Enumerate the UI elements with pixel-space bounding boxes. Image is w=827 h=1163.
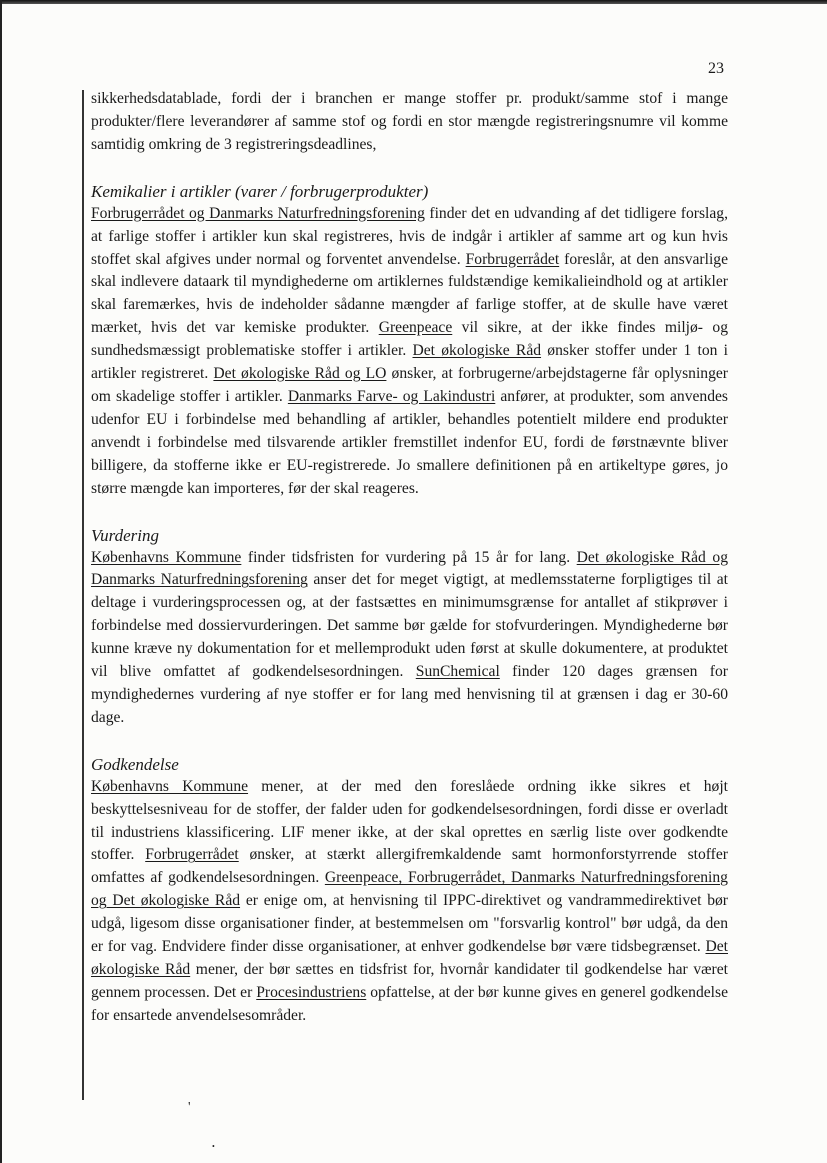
- text-run: finder det en udvanding af det tidligere forslag, at farlige stoffer i artikler kun skal registreres, hvis de indgår i artikler af samme art og kun hvis stoffet skal afgives under normal og forventet anvendelse.: [91, 204, 728, 268]
- organisation-name: Forbrugerrådet: [145, 846, 239, 864]
- organisation-name: Danmarks Farve- og Lakindustri: [287, 387, 496, 405]
- organisation-name: Det økologiske Råd og LO: [213, 365, 387, 383]
- organisation-name: Det økologiske Råd: [91, 938, 728, 978]
- text-run: foreslår, at den ansvarlige skal indlevere dataark til myndighederne om artiklernes fuldstændige kemikalieindhold og at artikler skal faremærkes, hvis de indeholder sådanne mængder af farlige stoffer, at de skulle have været mærket, hvis det var kemiske produkter.: [91, 250, 728, 337]
- organisation-name: Det økologiske Råd og Danmarks Naturfredningsforening: [91, 548, 729, 589]
- text-run: mener, der bør sættes en tidsfrist for, hvornår kandidater til godkendelse har været gennem processen. Det er: [91, 961, 728, 1001]
- text-run: ønsker, at stærkt allergifremkaldende samt hormonforstyrrende stoffer omfattes af godkendelsesordningen.: [91, 846, 728, 887]
- margin-line: [82, 90, 84, 1100]
- organisation-name: Forbrugerrådet og Danmarks Naturfredningsforening: [91, 204, 425, 222]
- text-run: finder tidsfristen for vurdering på 15 år for lang.: [241, 548, 577, 566]
- organisation-name: Det økologiske Råd: [412, 342, 542, 360]
- paragraph-intro: [91, 88, 728, 157]
- paragraph-kemikalier: [91, 203, 728, 501]
- text-run: anfører, at produkter, som anvendes udenfor EU i forbindelse med behandling af artikler, behandles potentielt mildere end produkter anvendt i forbindelse med tilsvarende artikler fremstillet indenfor EU, fordi de førstnævnte bliver billigere, da stofferne ikke er EU-registrerede. Jo smallere definitionen på en artikeltype gøres, jo større mængde kan importeres, før der skal reageres.: [91, 387, 728, 497]
- text-run: er enige om, at henvisning til IPPC-direktivet og vandrammedirektivet bør udgå, ligesom disse organisationer finder, at bestemmelsen om "forsvarlig kontrol" bør udgå, da den er for vag. Endvidere finder disse organisationer, at enhver godkendelse bør være tidsbegrænset.: [91, 892, 728, 956]
- text-run: opfattelse, at der bør kunne gives en generel godkendelse for ensartede anvendelsesområder.: [91, 983, 729, 1024]
- organisation-name: Københavns Kommune: [91, 548, 242, 566]
- heading-kemikalier: Kemikalier i artikler (varer / forbrugerprodukter): [91, 181, 429, 201]
- organisation-name: SunChemical: [415, 663, 500, 681]
- heading-godkendelse: Godkendelse: [91, 754, 179, 774]
- scan-speck: •: [212, 1142, 215, 1151]
- text-run: anser det for meget vigtigt, at medlemsstaterne forpligtiges til at deltage i vurderingsprocessen og, at der fastsættes en minimumsgrænse for antallet af stikprøver i forbindelse med dossiervurderingen. Det samme bør gælde for stofvurderingen. Myndighederne bør kunne kræve ny dokumentation for et mellemprodukt uden først at skulle dokumentere, at produktet vil blive omfattet af godkendelsesordningen.: [91, 571, 728, 681]
- text-run: ønsker stoffer under 1 ton i artikler registreret.: [91, 342, 728, 383]
- text-run: finder 120 dages grænsen for myndighedernes vurdering af nye stoffer er for lang med henvisning til at grænsen i dag er 30-60 dage.: [91, 663, 728, 726]
- document-body: [91, 88, 728, 1028]
- organisation-name: Københavns Kommune: [91, 777, 249, 795]
- scan-edge-left: [0, 0, 2, 1163]
- heading-vurdering: Vurdering: [91, 525, 159, 545]
- scan-speck: ': [188, 1100, 191, 1115]
- organisation-name: Forbrugerrådet: [465, 250, 560, 268]
- text-run: ønsker, at forbrugerne/arbejdstagerne får oplysninger om skadelige stoffer i artikler.: [91, 365, 728, 405]
- text-run: vil sikre, at der ikke findes miljø- og sundhedsmæssigt problematiske stoffer i artikler.: [91, 319, 728, 360]
- page-number: 23: [708, 60, 724, 77]
- paragraph-vurdering: [91, 547, 728, 730]
- organisation-name: Greenpeace: [378, 319, 453, 337]
- organisation-name: Procesindustriens: [256, 983, 367, 1001]
- scan-edge-top: [0, 0, 827, 4]
- paragraph-godkendelse: [91, 776, 728, 1028]
- text-run: sikkerhedsdatablade, fordi der i branchen er mange stoffer pr. produkt/samme stof i mange produkter/flere leverandører af samme stof og fordi en stor mængde registreringsnumre vil komme samtidig omkring de 3 registreringsdeadlines,: [91, 90, 728, 153]
- text-run: mener, at der med den foreslåede ordning ikke sikres et højt beskyttelsesniveau for de stoffer, der falder uden for godkendelsesordningen, fordi disse er overladt til industriens klassificering. LIF mener ikke, at der skal oprettes en særlig liste over godkendte stoffer.: [91, 777, 728, 864]
- organisation-name: Greenpeace, Forbrugerrådet, Danmarks Naturfredningsforening og Det økologiske Råd: [91, 869, 728, 910]
